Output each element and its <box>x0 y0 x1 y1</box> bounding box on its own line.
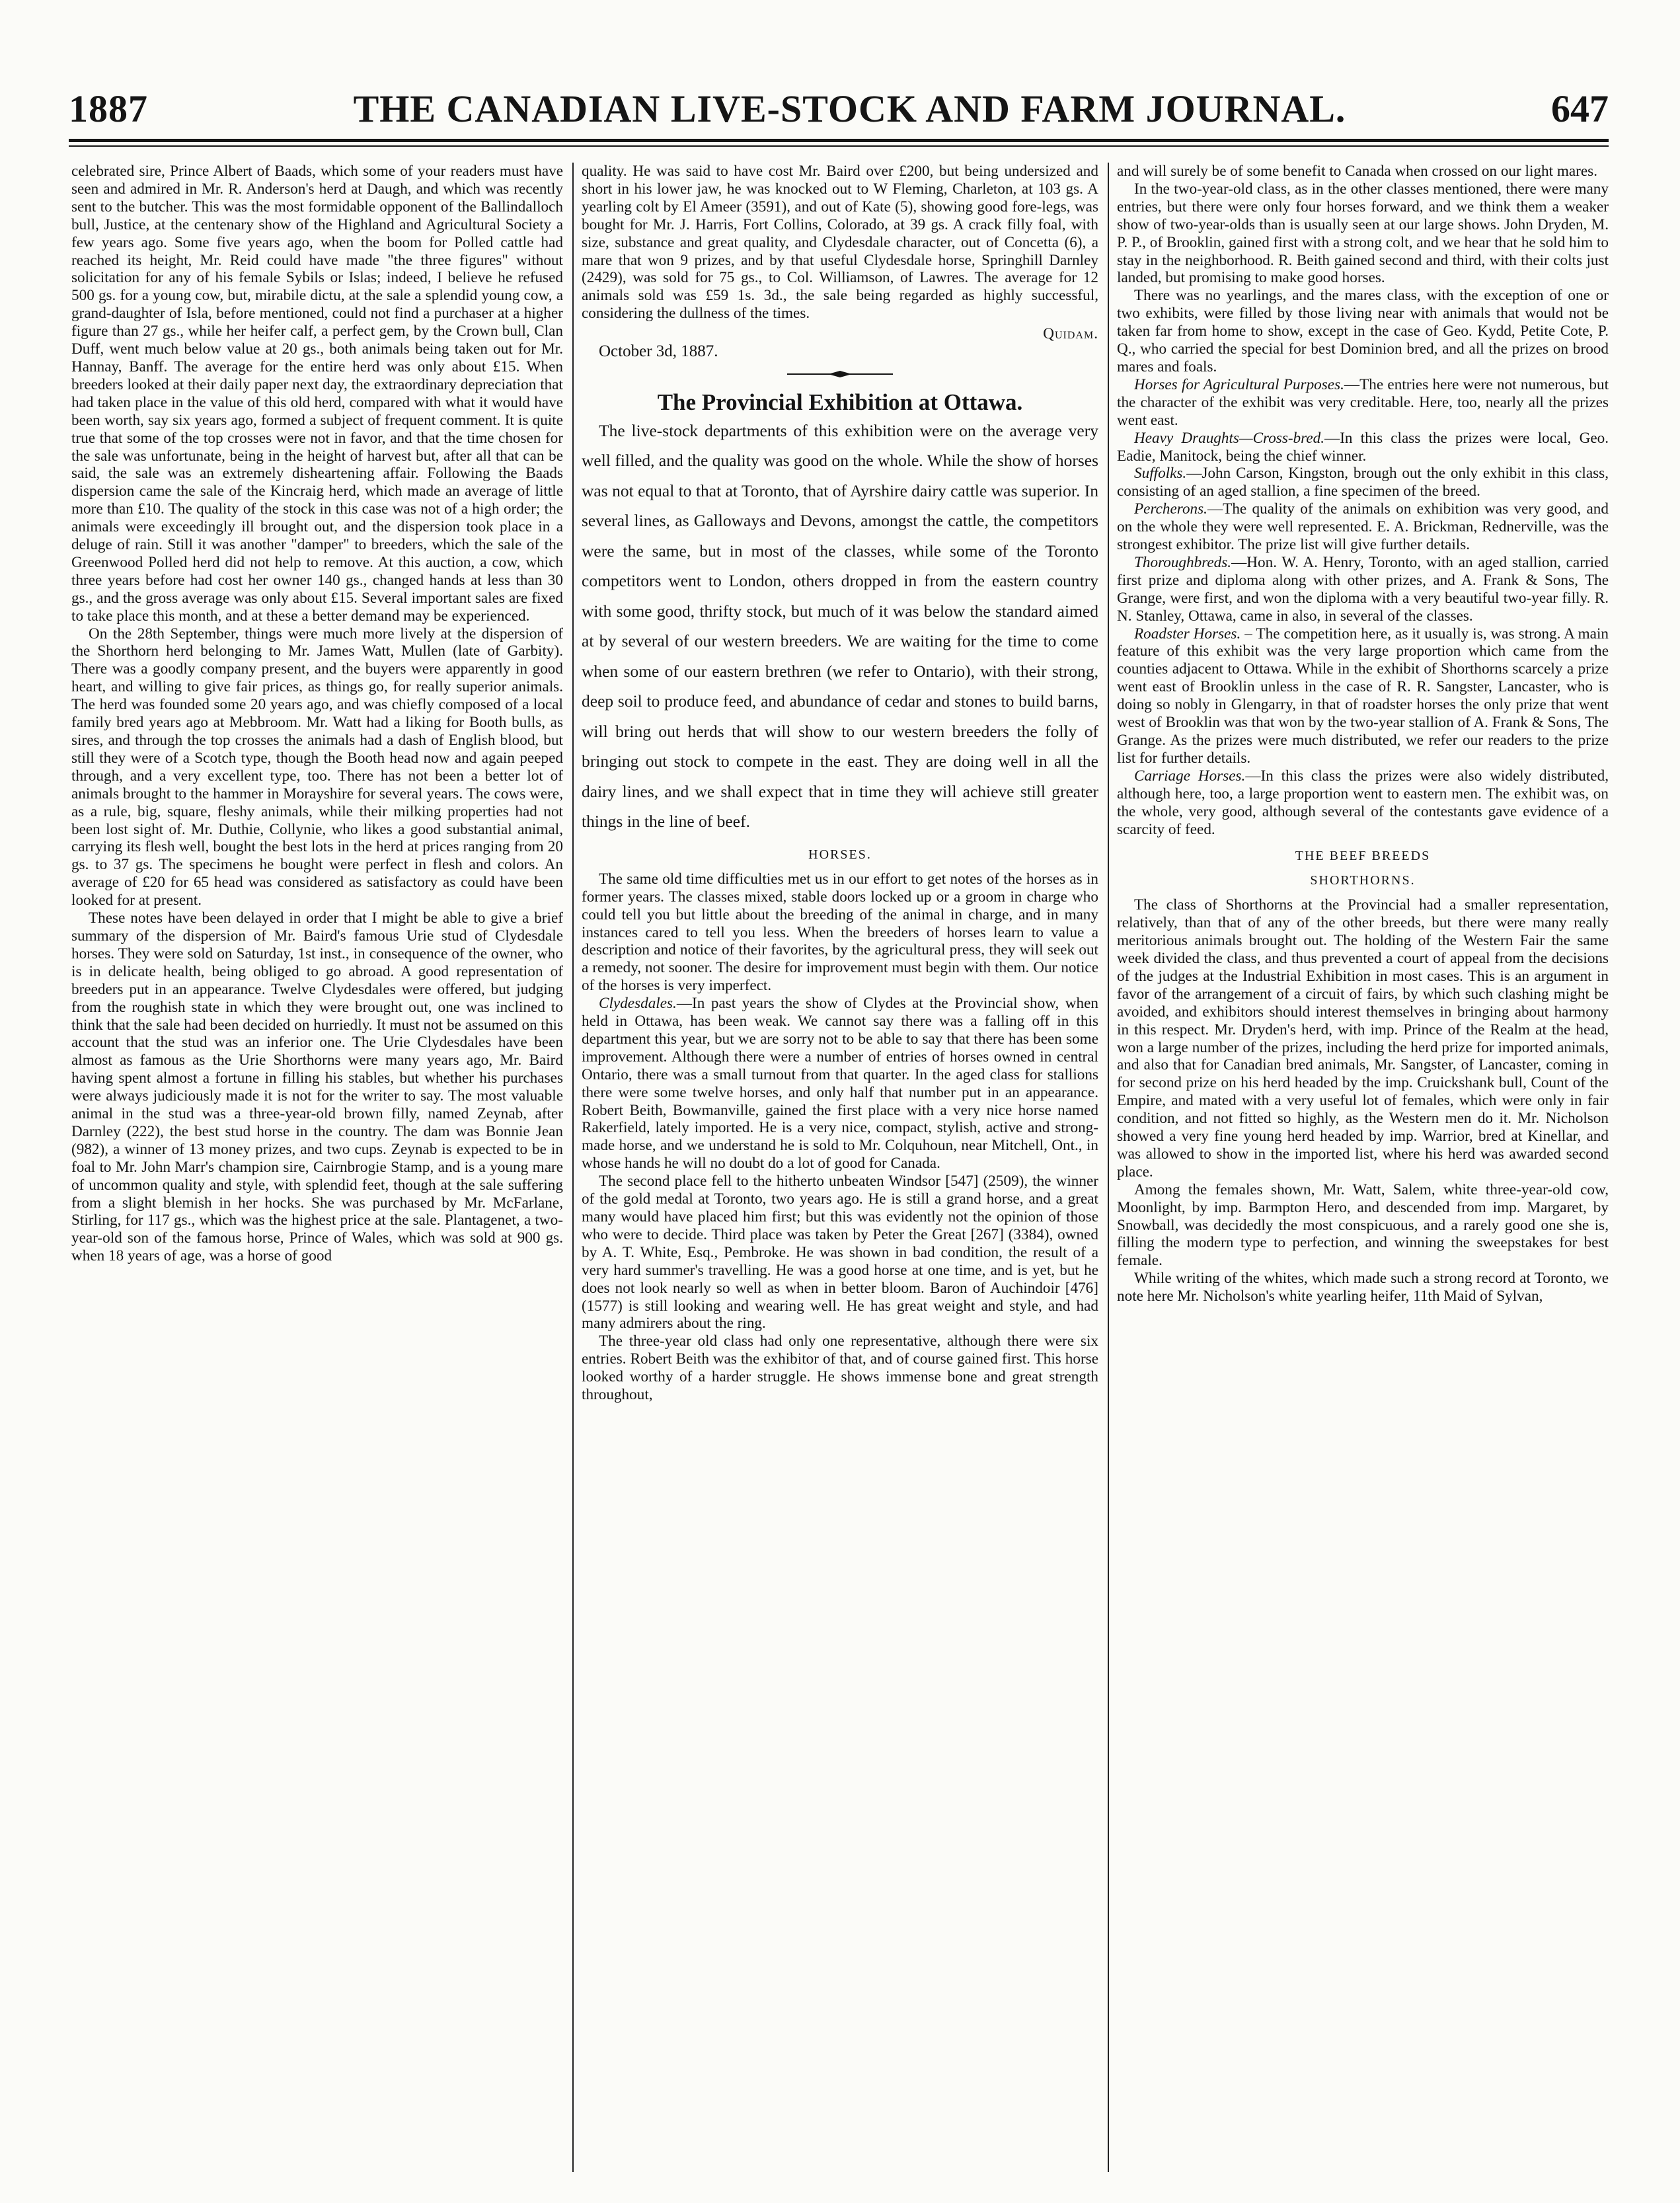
paragraph-shorthorns: The class of Shorthorns at the Provincial had a smaller representation, relatively, than that of any of the other breeds, but there were many really meritorious animals brought out. The holding of the Western Fair the same week divided the class, and thus prevented a court of appeal from the decisions of the judges at the Industrial Exhibition in most cases. This is an argument in favor of the arrangement of a circuit of fairs, by which such clashing might be avoided, and exhibitors should interest themselves in bringing about harmony in this respect. Mr. Dryden's herd, with imp. Prince of the Realm at the head, won a large number of the prizes, including the herd prize for imported animals, and also that for Canadian bred animals, Mr. Sangster, of Lancaster, coming in for second prize on his herd headed by the imp. Cruickshank bull, Count of the Empire, and mated with a very useful lot of females, which were only in fair condition, and not fitted so highly, as the Western men do it. Mr. Nicholson showed a very fine young herd headed by imp. Warrior, bred at Kinellar, and was allowed to show in the imported list, where his herd was awarded second place. <box>1117 896 1609 1180</box>
paragraph-two-year-class: In the two-year-old class, as in the other classes mentioned, there were many entries, but there were only four horses forward, and we think them a weaker show of two-year-olds than is usually seen at our large shows. John Dryden, M. P. P., of Brooklin, gained first with a strong colt, and we hear that he sold him to stay in the neighborhood. R. Beith gained second and third, with their colts just landed, but promising to make good horses. <box>1117 180 1609 287</box>
article-intro <box>582 416 1098 837</box>
header-rule-thin <box>69 145 1609 147</box>
header-rule-thick <box>69 139 1609 142</box>
paragraph-intro: The live-stock departments of this exhibition were on the average very well filled, and the quality was good on the whole. While the show of horses was not equal to that at Toronto, that of Ayrshire dairy cattle was superior. In several lines, as Galloways and Devons, amongst the cattle, the competitors were the same, but in most of the classes, while some of the Toronto competitors went to London, others dropped in from the eastern country with some good, thrifty stock, but much of it was below the standard aimed at by several of our western breeders. We are waiting for the time to come when some of our eastern brethren (we refer to Ontario), with their strong, deep soil to produce feed, and abundance of cedar and stones to build barns, will bring out herds that will show to our western breeders the folly of bringing out stock to compete in the east. They are doing well in all the dairy lines, and we shall expect that in time they will achieve still greater things in the line of beef. <box>582 420 1098 831</box>
roadster-lead: Roadster Horses. <box>1134 625 1241 642</box>
column-divider-right <box>1108 163 1109 2172</box>
roadster-text: – The competition here, as it usually is, was strong. A main feature of this exhibit was the very large proportion which came from the counties adjacent to Ottawa. While in the exhibit of Shorthorns scarcely a prize went east of Brooklin unless in the case of R. R. Sangster, Lancaster, who is doing so nobly in Glengarry, in that of roadster horses the only prize that went west of Brooklin was that won by the two-year stallion of A. Frank & Sons, The Grange. As the prizes were much distributed, we refer our readers to the prize list for further details. <box>1117 625 1609 767</box>
paragraph-females: Among the females shown, Mr. Watt, Salem, white three-year-old cow, Moonlight, by imp. Barmpton Hero, and descended from imp. Margaret, by Snowball, was decidedly the most conspicuous, and a rarely good one she is, filling the modern type to perfection, and winning the sweepstakes for best female. <box>1117 1180 1609 1270</box>
column-divider-left <box>572 163 574 2172</box>
paragraph-mares-class: There was no yearlings, and the mares class, with the exception of one or two exhibits, were filled by those living near with animals that would not be taken far from home to show, except in the case of Geo. Kydd, Petite Cote, P. Q., who carried the special for best Dominion bred, and all the prizes on brood mares and foals. <box>1117 287 1609 375</box>
paragraph-clydesdales <box>582 995 1098 1173</box>
agricultural-lead: Horses for Agricultural Purposes. <box>1134 375 1344 393</box>
paragraph-watt-dispersion: On the 28th September, things were much more lively at the dispersion of the Shorthorn herd belonging to Mr. James Watt, Mullen (late of Garbity). There was a goodly company present, and the buyers were apparently in good heart, and willing to give fair prices, as things go, for really superior animals. The herd was founded some 20 years ago, and was chiefly composed of a local family bred years ago at Mebbroom. Mr. Watt had a liking for Booth bulls, as sires, and through the top crosses the animals had a dash of English blood, but still they were of a Scotch type, though the Booth head now and again peeped through, and a very excellent type, too. There has not been a better lot of animals brought to the hammer in Morayshire for several years. The cows were, as a rule, big, square, fleshy animals, while their milking properties had not been lost sight of. Mr. Duthie, Collynie, who likes a good substantial animal, carrying its flesh well, bought the best lots in the herd at prices ranging from 20 gs. to 37 gs. The specimens he bought were perfect in flesh and colors. An average of £20 for 65 head was considered as satisfactory as could have been looked for at present. <box>71 625 563 909</box>
journal-title: THE CANADIAN LIVE-STOCK AND FARM JOURNAL. <box>353 87 1346 130</box>
paragraph-heavy-draughts <box>1117 430 1609 465</box>
thoroughbreds-text: —Hon. W. A. Henry, Toronto, with an aged stallion, carried first prize and diploma along with other prizes, and A. Frank & Sons, The Grange, were first, and won the diploma with a very beautiful two-year filly. R. N. Stanley, Ottawa, came in also, in several of the classes. <box>1117 553 1609 625</box>
paragraph-baads-sale: celebrated sire, Prince Albert of Baads, which some of your readers must have seen and admired in Mr. R. Anderson's herd at Daugh, and which was recently sent to the butcher. This was the most formidable opponent of the Ballindalloch bull, Justice, at the centenary show of the Highland and Agricultural Society a few years ago. Some five years ago, when the boom for Polled cattle had reached its height, Mr. Reid could have made "the three figures" without solicitation for any of his female Sybils or Islas; indeed, I believe he refused 500 gs. for a young cow, but, mirabile dictu, at the sale a splendid young cow, a grand-daughter of Isla, before mentioned, could not find a purchaser at a higher figure than 27 gs., while her heifer calf, a perfect gem, by the Crown bull, Clan Duff, went much below value at 20 gs., both animals being taken out for Mr. Hannay, Banff. The average for the entire herd was only about £15. When breeders looked at their daily paper next day, the extraordinary depreciation that had taken place in the value of this old herd, compared with what it would have been worth, say six years ago, formed a subject of frequent comment. It is quite true that some of the top crosses were not in favor, and that the time chosen for the sale was unfortunate, being in the height of harvest but, after all that can be said, the sale was an extremely disheartening affair. Following the Baads dispersion came the sale of the Kincraig herd, which made an average of little more than £10. The quality of the stock in this case was not of a high order; the animals were exceedingly ill brought out, and the dispersion took place in a deluge of rain. Still it was another "damper" to breeders, which the sale of the Greenwood Polled herd did not help to remove. At this auction, a cow, which three years before had cost her owner 140 gs., changed hands at less than 30 gs., and the gross average was only about £15. Several important sales are fixed to take place this month, and at these a better demand may be experienced. <box>71 163 563 625</box>
ornamental-divider <box>787 370 893 378</box>
suffolks-text: —John Carson, Kingston, brough out the only exhibit in this class, consisting of an aged stallion, a fine specimen of the breed. <box>1117 465 1609 500</box>
paragraph-suffolks <box>1117 465 1609 500</box>
article-title: The Provincial Exhibition at Ottawa. <box>657 389 1023 415</box>
percherons-text: —The quality of the animals on exhibition was very good, and on the whole they were well represented. E. A. Brickman, Rednerville, was the strongest exhibitor. The prize list will give further details. <box>1117 500 1609 554</box>
paragraph-three-year-class: The three-year old class had only one representative, although there were six entries. Robert Beith was the exhibitor of that, and of course gained first. This horse looked worthy of a harder struggle. He shows immense bone and great strength throughout, <box>582 1333 1098 1404</box>
thoroughbreds-lead: Thoroughbreds. <box>1134 553 1232 571</box>
percherons-lead: Percherons. <box>1134 500 1207 518</box>
paragraph-windsor: The second place fell to the hitherto unbeaten Windsor [547] (2509), the winner of the gold medal at Toronto, two years ago. He is still a grand horse, and a great many would have placed him first; but this was evidently not the opinion of those who were to decide. Third place was taken by Peter the Great [267] (3384), owned by A. T. White, Esq., Pembroke. He was shown in bad condition, the result of a very hard summer's travelling. He was a good horse at one time, and is yet, but he does not look nearly so well as when in better bloom. Baron of Auchindoir [476] (1577) is still looking and wearing well. He has great weight and style, and had many admirers about the ring. <box>582 1173 1098 1333</box>
paragraph-roadster-horses <box>1117 625 1609 767</box>
suffolks-lead: Suffolks. <box>1134 465 1187 483</box>
subhead-shorthorns: SHORTHORNS. <box>1310 873 1416 888</box>
paragraph-urie-continued: quality. He was said to have cost Mr. Baird over £200, but being undersized and short in his lower jaw, he was knocked out to W Fleming, Charleton, at 103 gs. A yearling colt by El Ameer (3591), and out of Kate (5), showing good fore-legs, was bought for Mr. J. Harris, Fort Collins, Colorado, at 39 gs. A crack filly foal, with size, substance and great quality, and Clydesdale character, out of Concetta (6), a mare that won 9 prizes, and by that useful Clydesdale horse, Springhill Darnley (2429), was sold for 75 gs., to Col. Williamson, of Lawres. The average for 12 animals sold was £59 1s. 3d., the sale being regarded as highly successful, considering the dullness of the times. <box>582 163 1098 323</box>
paragraph-whites: While writing of the whites, which made such a strong record at Toronto, we note here Mr. Nicholson's white yearling heifer, 11th Maid of Sylvan, <box>1117 1270 1609 1305</box>
agricultural-text: —The entries here were not numerous, but the character of the exhibit was very creditable. Here, too, nearly all the prizes went east. <box>1117 375 1609 429</box>
column-left <box>71 163 563 2172</box>
paragraph-urie-stud: These notes have been delayed in order that I might be able to give a brief summary of the dispersion of Mr. Baird's famous Urie stud of Clydesdale horses. They were sold on Saturday, 1st inst., in consequence of the owner, who is in delicate health, being obliged to go abroad. A good representation of breeders put in an appearance. Twelve Clydesdales were offered, but judging from the roughish state in which they were brought out, one was inclined to think that the sale had been decided on hurriedly. It must not be assumed on this account that the stud was an inferior one. The Urie Clydesdales have been almost as famous as the Urie Shorthorns were many years ago, Mr. Baird having spent almost a fortune in filling his stables, but whether his purchases were always judiciously made it is not for the writer to say. The most valuable animal in the stud was a three-year-old brown filly, named Zeynab, after Darnley (222), the best stud horse in the country. The dam was Bonnie Jean (982), a winner of 13 money prizes, and two cups. Zeynab is expected to be in foal to Mr. John Marr's champion sire, Cairnbrogie Stamp, and is a young mare of uncommon quality and style, with splendid feet, though at the sale suffering from a slight blemish in her hocks. She was purchased by Mr. McFarlane, Stirling, for 117 gs., which was the highest price at the sale. Plantagenet, a two-year-old son of the famous horse, Prince of Wales, which was sold at 900 gs. when 18 years of age, was a horse of good <box>71 909 563 1265</box>
page-number: 647 <box>1550 87 1609 130</box>
paragraph-agricultural-horses <box>1117 376 1609 430</box>
subhead-horses: HORSES. <box>808 847 872 862</box>
clydesdales-lead: Clydesdales. <box>599 995 677 1013</box>
heavy-draughts-lead: Heavy Draughts—Cross-bred. <box>1134 429 1324 447</box>
carriage-lead: Carriage Horses. <box>1134 767 1246 785</box>
dateline: October 3d, 1887. <box>599 342 718 361</box>
paragraph-carriage-horses <box>1117 767 1609 839</box>
carriage-text: —In this class the prizes were also widely distributed, although here, too, a large proportion went to eastern men. The exhibit was, on the whole, very good, although several of the contestants gave evidence of a scarcity of feed. <box>1117 767 1609 838</box>
clydesdales-text: —In past years the show of Clydes at the Provincial show, when held in Ottawa, has been weak. We cannot say there was a falling off in this department this year, but we are sorry not to be able to say that there has been some improvement. Although there were a number of entries of horses owned in central Ontario, there was a small turnout from that quarter. In the aged class for stallions there were some twelve horses, and only half that number put in an appearance. Robert Beith, Bowmanville, gained the first place with a very nice horse named Rakerfield, lately imported. He is a very nice, compact, stylish, active and strong-made horse, and we understand he is sold to Mr. Colquhoun, near Mitchell, Ont., in whose hands he will no doubt do a lot of good for Canada. <box>582 995 1098 1173</box>
page-header <box>69 78 1609 131</box>
column-middle <box>582 163 1098 2172</box>
heavy-draughts-text: —In this class the prizes were local, Geo. Eadie, Manitock, being the chief winner. <box>1117 429 1609 465</box>
paragraph-light-mares: and will surely be of some benefit to Canada when crossed on our light mares. <box>1117 163 1597 180</box>
column-right <box>1117 163 1609 2172</box>
signature: Quidam. <box>1043 325 1098 343</box>
paragraph-horses: The same old time difficulties met us in our effort to get notes of the horses as in former years. The classes mixed, stable doors locked up or a groom in charge who could tell you but little about the breeding of the animal in charge, and in many instances cared to tell you less. When the breeders of horses learn to value a description and notice of their favorites, by the agricultural press, they will seek out a remedy, not sooner. The desire for improvement must begin with them. Our notice of the horses is very imperfect. <box>582 870 1098 995</box>
paragraph-thoroughbreds <box>1117 554 1609 625</box>
paragraph-percherons <box>1117 500 1609 554</box>
subhead-beef-breeds: THE BEEF BREEDS <box>1295 849 1431 864</box>
header-year: 1887 <box>69 87 148 130</box>
